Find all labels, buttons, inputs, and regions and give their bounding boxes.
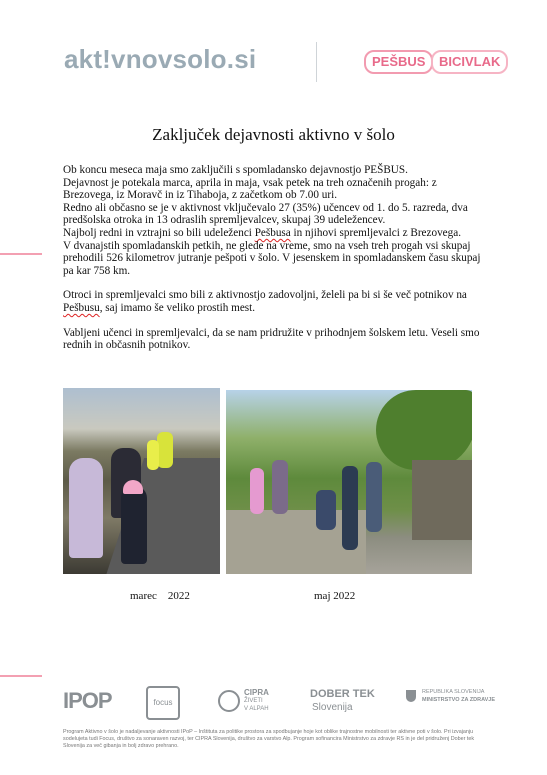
- adult-figure: [316, 490, 336, 530]
- cipra-logo-1: CIPRA: [244, 688, 269, 697]
- building-shape: [412, 460, 472, 540]
- text-run: Najbolj redni in vztrajni so bili udeleženci: [63, 226, 255, 239]
- body-line: [63, 227, 483, 240]
- caption-may: maj 2022: [314, 590, 356, 602]
- accent-line-top: [0, 253, 42, 255]
- site-logo: akt!vnovsolo.si: [64, 44, 257, 74]
- ipop-logo: IPOP: [63, 688, 112, 713]
- dober-tek-logo-1: DOBER TEK: [310, 688, 375, 700]
- ministry-logo-1: REPUBLIKA SLOVENIJA: [422, 689, 485, 695]
- document-body: [63, 164, 483, 352]
- body-line: Ob koncu meseca maja smo zaključili s spomladansko dejavnostjo PEŠBUS.: [63, 164, 408, 176]
- body-line: [63, 289, 483, 314]
- vest-figure: [157, 432, 173, 468]
- body-line: Redno ali občasno se je v aktivnost vključevalo 27 (35%) učencev od 1. do 5. razreda, dva predšolska otroka in 13 odraslih spremljevalcev, skupaj 39 udeležencev.: [63, 201, 468, 227]
- cipra-icon: [218, 690, 240, 712]
- adult-figure: [366, 462, 382, 532]
- accent-line-bottom: [0, 675, 42, 677]
- tree-canopy: [376, 390, 472, 470]
- footer-text: Program Aktivno v šolo je nadaljevanje aktivnosti IPoP – Inštituta za politike prostora za spodbujanje hoje kot oblike trajnostne mobilnosti ter aktivne poti v šolo. Pri izvajanju sodelujeta tudi Focus, društvo za sonaraven razvoj, ter CIPRA Slovenija, društvo za varstvo Alp. Program sofinancira Ministrstvo za zdravje RS in je del pridruženj Dober tek Slovenija za več gibanja in bolj zdravo prehrano.: [63, 729, 475, 749]
- cipra-logo-2: ŽIVETI: [244, 698, 263, 704]
- misspelled-word: Pešbusa: [254, 226, 291, 239]
- photo-may: [226, 390, 472, 574]
- text-run: in njihovi spremljevalci z Brezovega.: [290, 226, 461, 239]
- body-line: Vabljeni učenci in spremljevalci, da se nam pridružite v prihodnjem šolskem letu. Veseli smo rednih in občasnih potnikov.: [63, 326, 480, 352]
- misspelled-word: Pešbusu: [63, 301, 100, 314]
- child-figure: [69, 458, 103, 558]
- photo-march: [63, 388, 220, 574]
- header-divider: [316, 42, 317, 82]
- document-title: Zaključek dejavnosti aktivno v šolo: [152, 125, 395, 144]
- bicivlak-logo: BICIVLAK: [431, 50, 508, 74]
- text-run: , saj imamo še veliko prostih mest.: [99, 301, 256, 314]
- paragraph-gap: [63, 277, 483, 289]
- vest-figure: [147, 440, 159, 470]
- body-line: Dejavnost je potekala marca, aprila in maja, vsak petek na treh označenih progah: z Brezovega, iz Moravč in iz Tihaboja, z začetkom ob 7.00 uri.: [63, 176, 437, 202]
- coat-of-arms-icon: [406, 690, 416, 702]
- focus-logo: focus: [146, 686, 180, 720]
- hat-shape: [123, 480, 143, 494]
- cipra-logo-3: V ALPAH: [244, 706, 269, 712]
- footer-logos: [0, 686, 547, 722]
- child-figure: [272, 460, 288, 514]
- dober-tek-logo-2: Slovenija: [312, 702, 353, 713]
- text-run: Otroci in spremljevalci smo bili z aktivnostjo zadovoljni, želeli pa bi si še več potnikov na: [63, 289, 467, 302]
- child-figure: [342, 466, 358, 550]
- child-figure: [250, 468, 264, 514]
- body-line: V dvanajstih spomladanskih petkih, ne glede na vreme, smo na vseh treh progah vsi skupaj prehodili 526 kilometrov jutranje pešpoti v šolo. V jesenskem in spomladanskem času skupaj pa kar 758 km.: [63, 239, 481, 277]
- child-figure: [121, 486, 147, 564]
- ministry-logo-2: MINISTRSTVO ZA ZDRAVJE: [422, 697, 496, 703]
- caption-march: marec 2022: [130, 590, 190, 602]
- pesbus-logo: PEŠBUS: [364, 50, 433, 74]
- paragraph-gap: [63, 315, 483, 327]
